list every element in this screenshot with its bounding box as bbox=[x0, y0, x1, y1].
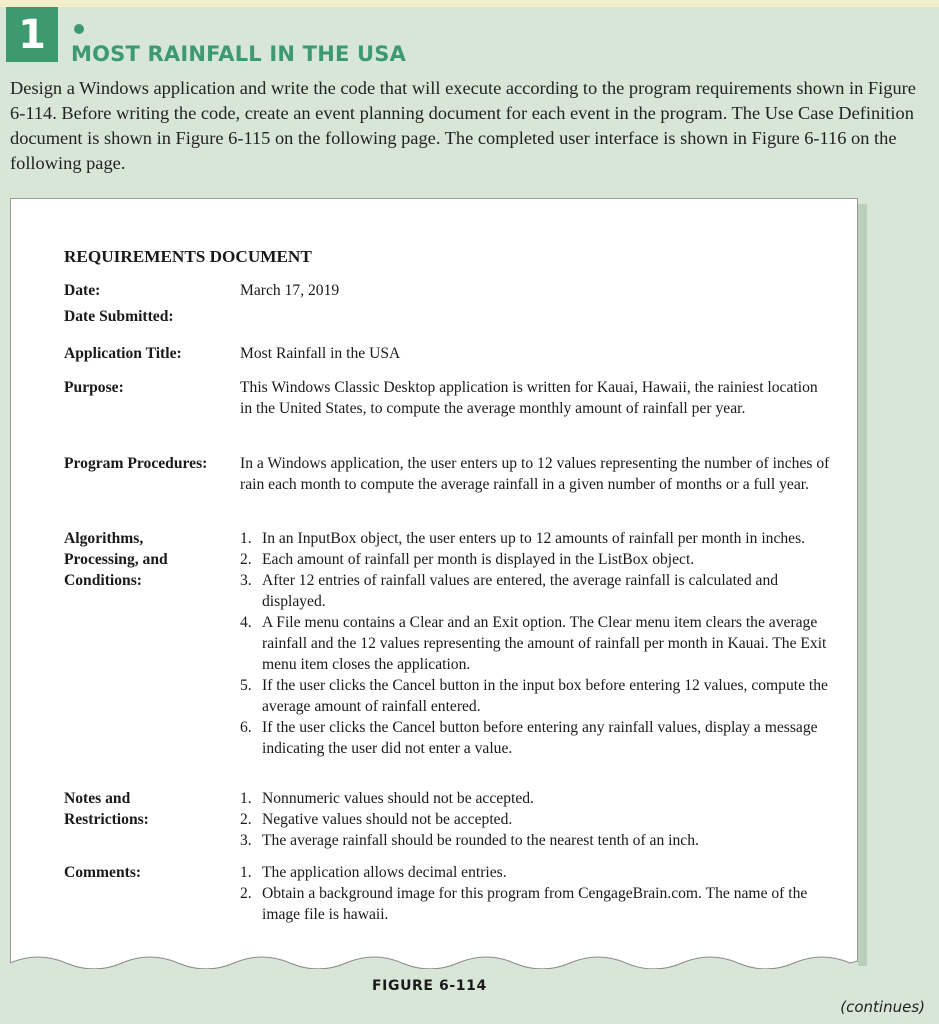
document-heading: REQUIREMENTS DOCUMENT bbox=[64, 247, 312, 266]
figure-caption: FIGURE 6-114 bbox=[372, 978, 487, 994]
algorithms-list bbox=[240, 528, 830, 759]
program-procedures-value: In a Windows application, the user enters up to 12 values representing the number of inches of rain each month to compute the average rainfall in a given number of months or a full year. bbox=[240, 455, 830, 493]
purpose-label: Purpose: bbox=[64, 379, 124, 396]
comments-list-container bbox=[240, 862, 830, 925]
list-item: 1. The application allows decimal entries. bbox=[240, 864, 507, 881]
list-item: 3. The average rainfall should be rounded to the nearest tenth of an inch. bbox=[240, 832, 699, 849]
list-item: 1. In an InputBox object, the user enters up to 12 amounts of rainfall per month in inches. bbox=[240, 530, 806, 547]
list-item: 3. After 12 entries of rainfall values are entered, the average rainfall is calculated and displayed. bbox=[240, 572, 779, 610]
algorithms-label: Algorithms, Processing, and Conditions: bbox=[64, 530, 168, 589]
application-title-value: Most Rainfall in the USA bbox=[240, 345, 401, 362]
list-item: 6. If the user clicks the Cancel button before entering any rainfall values, display a message indicating the user did not enter a value. bbox=[240, 719, 818, 757]
notes-list bbox=[240, 788, 830, 851]
list-item: 2. Obtain a background image for this program from CengageBrain.com. The name of the image file is hawaii. bbox=[240, 885, 808, 923]
purpose-value: This Windows Classic Desktop application is written for Kauai, Hawaii, the rainiest location in the United States, to compute the average monthly amount of rainfall per year. bbox=[240, 379, 818, 417]
requirements-document bbox=[10, 198, 858, 968]
program-procedures-label: Program Procedures: bbox=[64, 455, 208, 472]
list-item: 1. Nonnumeric values should not be accepted. bbox=[240, 790, 534, 807]
comments-label: Comments: bbox=[64, 864, 142, 881]
application-title-label: Application Title: bbox=[64, 345, 182, 362]
date-submitted-label: Date Submitted: bbox=[64, 308, 174, 325]
date-label: Date: bbox=[64, 282, 101, 299]
torn-edge bbox=[10, 949, 858, 969]
comments-list bbox=[240, 862, 830, 925]
intro-paragraph: Design a Windows application and write the code that will execute according to the program requirements shown in Figure 6-114. Before writing the code, create an event planning document for each event in the program. The Use Case Definition document is shown in Figure 6-115 on the following page. The completed user interface is shown in Figure 6-116 on the following page. bbox=[10, 78, 916, 173]
top-strip bbox=[0, 0, 939, 7]
bullet-dot-icon bbox=[74, 24, 84, 34]
algorithms-list-container bbox=[240, 528, 830, 759]
continues-note: (continues) bbox=[840, 998, 925, 1016]
notes-list-container bbox=[240, 788, 830, 851]
date-value: March 17, 2019 bbox=[240, 282, 340, 299]
section-title: MOST RAINFALL IN THE USA bbox=[71, 42, 407, 66]
exercise-number-badge: 1 bbox=[6, 7, 58, 62]
list-item: 5. If the user clicks the Cancel button in the input box before entering 12 values, compute the average amount of rainfall entered. bbox=[240, 677, 828, 715]
notes-label: Notes and Restrictions: bbox=[64, 790, 149, 828]
list-item: 2. Negative values should not be accepted. bbox=[240, 811, 513, 828]
list-item: 4. A File menu contains a Clear and an Exit option. The Clear menu item clears the average rainfall and the 12 values representing the amount of rainfall per month in Kauai. The Exit menu item closes the application. bbox=[240, 614, 827, 673]
list-item: 2. Each amount of rainfall per month is displayed in the ListBox object. bbox=[240, 551, 695, 568]
